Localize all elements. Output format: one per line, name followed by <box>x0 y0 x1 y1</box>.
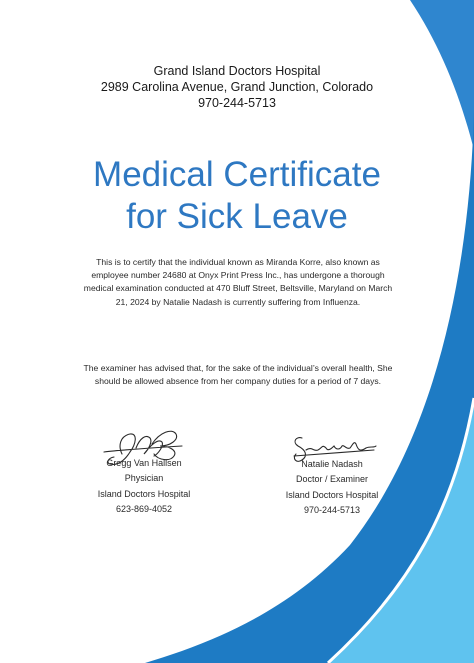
signatory-role: Doctor / Examiner <box>295 474 369 485</box>
certification-paragraph <box>62 256 414 309</box>
signatory-role: Physician <box>124 473 164 484</box>
signatory-name: Natalie Nadash <box>301 459 363 469</box>
hospital-phone: 970-244-5713 <box>198 96 276 110</box>
paragraph-line: medical examination conducted at 470 Bluff Street, Beltsville, Maryland on March <box>83 283 393 294</box>
paragraph-line: The examiner has advised that, for the sake of the individual’s overall health, She <box>83 363 393 373</box>
hospital-address: 2989 Carolina Avenue, Grand Junction, Colorado <box>100 80 374 94</box>
signatory-phone: 970-244-5713 <box>303 504 361 515</box>
signatory-org: Island Doctors Hospital <box>97 488 191 499</box>
paragraph-line: employee number 24680 at Onyx Print Press Inc., has undergone a thorough <box>91 270 385 281</box>
hospital-header <box>0 63 474 111</box>
signatory-phone: 623-869-4052 <box>115 503 173 514</box>
left-signatory <box>74 456 214 517</box>
paragraph-line: should be allowed absence from her company duties for a period of 7 days. <box>94 376 382 387</box>
signatory-name: Gregg Van Hallsen <box>106 458 182 468</box>
certificate-title <box>0 154 474 238</box>
signatory-org: Island Doctors Hospital <box>285 489 379 500</box>
paragraph-line: 21, 2024 by Natalie Nadash is currently suffering from Influenza. <box>115 296 361 307</box>
right-signatory <box>262 457 402 518</box>
title-line-1: Medical Certificate <box>93 155 381 194</box>
advice-paragraph <box>62 362 414 388</box>
title-line-2: for Sick Leave <box>126 197 348 236</box>
paragraph-line: This is to certify that the individual known as Miranda Korre, also known as <box>96 257 380 267</box>
hospital-name: Grand Island Doctors Hospital <box>153 64 321 78</box>
